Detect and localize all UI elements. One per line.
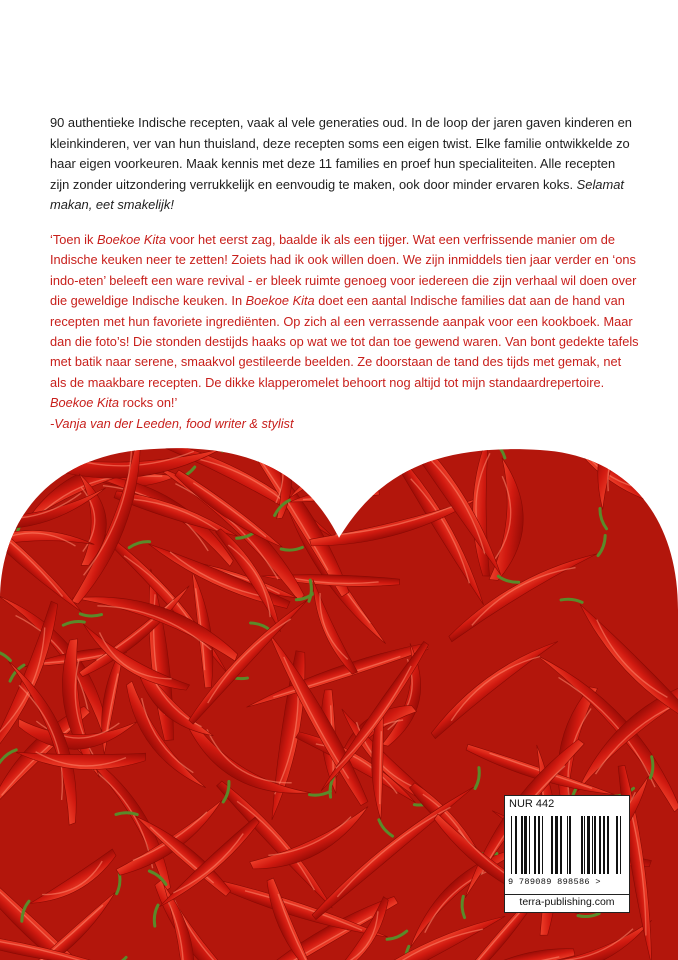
barcode-bar: [515, 816, 517, 874]
barcode-bar: [555, 816, 558, 874]
blurb-tagline: Selamat makan, eet smakelijk!: [50, 176, 624, 213]
barcode-bar: [584, 816, 585, 874]
barcode-bar: [599, 816, 601, 874]
barcode-label: [504, 795, 630, 913]
barcode-bar: [524, 816, 527, 874]
barcode-bar: [620, 816, 621, 874]
barcode-bar: [587, 816, 590, 874]
nur-code: NUR 442: [509, 798, 555, 810]
barcode-bar: [534, 816, 536, 874]
barcode-bar: [594, 816, 596, 874]
isbn-number: 9 789089 898586 >: [508, 877, 601, 887]
review-quote: ‘Toen ik Boekoe Kita voor het eerst zag, baalde ik als een tijger. Wat een verfrissende manier om de Indische keuken neer te zetten! Zoiets had ik ook willen doen. We zijn inmiddels tien jaar verder en ‘ons indo-eten’ beleeft een ware revival - er bleek ruimte genoeg voor iedereen die zijn verhaal wil doen over die geweldige Indische keuken. In Boekoe Kita doet een aantal Indische families dat aan de hand van recepten met hun favoriete ingrediënten. Op zich al een verrassende aanpak voor een kookboek. Maar dan die foto’s! Die stonden destijds haaks op wat we tot dan toe gewend waren. Van bont gedekte tafels met batik naar serene, smaakvol gestileerde beelden. Ze doorstaan de tand des tijds met gemak, net als de maakbare recepten. De dikke klapperomelet behoort nog altijd tot mijn standaardrepertoire. Boekoe Kita rocks on!’ -Vanja van der Leeden, food writer & stylist: [50, 230, 640, 434]
publisher-website: terra-publishing.com: [505, 894, 629, 908]
barcode-bar: [521, 816, 523, 874]
blurb-text: 90 authentieke Indische recepten, vaak al vele generaties oud. In de loop der jaren gaven kinderen en kleinkinderen, ver van hun thuisland, deze recepten soms een eigen twist. Elke familie ontwikkelde zo haar eigen voorkeuren. Maak kennis met deze 11 families en proef hun specialiteiten. Alle recepten zijn zonder uitzondering verrukkelijk en eenvoudig te maken, ook door minder ervaren koks. Selamat makan, eet smakelijk!: [50, 115, 632, 213]
chili-stem: [129, 420, 148, 424]
barcode-bar: [560, 816, 562, 874]
barcode-bar: [551, 816, 553, 874]
chili-stem: [222, 437, 238, 452]
barcode-bar: [542, 816, 543, 874]
barcode-bar: [607, 816, 609, 874]
barcode-bar: [603, 816, 605, 874]
barcode-bar: [592, 816, 593, 874]
barcode-bar: [511, 816, 512, 874]
barcode-bar: [581, 816, 583, 874]
barcode-bar: [529, 816, 530, 874]
barcode-bars: [509, 816, 625, 874]
quote-attribution: -Vanja van der Leeden, food writer & stylist: [50, 415, 294, 431]
barcode-bar: [567, 816, 568, 874]
barcode-bar: [538, 816, 540, 874]
barcode-bar: [616, 816, 618, 874]
barcode-bar: [569, 816, 571, 874]
chili-stem: [220, 420, 240, 434]
